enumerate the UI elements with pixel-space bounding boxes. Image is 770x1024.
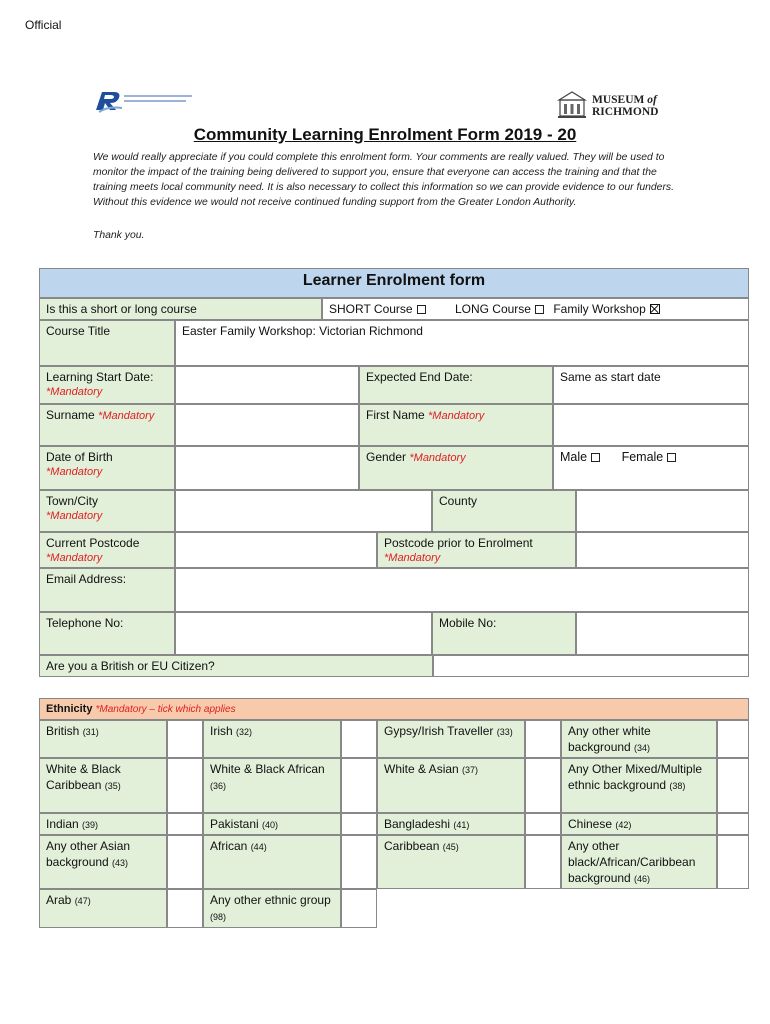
museum-name-of: of [647, 94, 657, 106]
course-title-value[interactable]: Easter Family Workshop: Victorian Richmond [175, 320, 749, 366]
dob-label-cell [39, 446, 175, 490]
ethnicity-option-code: (34) [634, 743, 651, 753]
ethnicity-option-label [203, 835, 341, 889]
ethnicity-tick-box[interactable] [167, 889, 203, 928]
ethnicity-option-code: (41) [453, 820, 470, 830]
ethnicity-tick-box[interactable] [717, 720, 749, 758]
dob-label: Date of Birth [46, 450, 113, 464]
surname-label-cell [39, 404, 175, 446]
ethnicity-option-label [203, 889, 341, 928]
mobile-field[interactable] [576, 612, 749, 655]
mandatory-note: *Mandatory [46, 386, 103, 398]
telephone-label: Telephone No: [39, 612, 175, 655]
ethnicity-option-code: (98) [210, 912, 227, 922]
ethnicity-option-label [561, 835, 717, 889]
ethnicity-option-code: (40) [262, 820, 279, 830]
ethnicity-option-text: Any other black/African/Caribbean background [568, 839, 696, 885]
ethnicity-option-label [561, 720, 717, 758]
ethnicity-tick-box[interactable] [717, 758, 749, 813]
first-name-label-cell [359, 404, 553, 446]
thank-you-text: Thank you. [93, 230, 145, 241]
ethnicity-option-text: Arab [46, 893, 75, 907]
mandatory-note: *Mandatory [428, 410, 485, 422]
short-course-option[interactable]: SHORT Course [329, 302, 426, 316]
gender-label: Gender [366, 450, 407, 464]
ethnicity-option-code: (35) [104, 781, 121, 791]
mandatory-note: *Mandatory [46, 466, 103, 478]
long-course-checkbox[interactable] [535, 305, 544, 314]
official-marking: Official [25, 18, 62, 32]
start-date-field[interactable] [175, 366, 359, 404]
ethnicity-option-code: (38) [669, 781, 686, 791]
mandatory-note: *Mandatory [46, 510, 103, 522]
first-name-field[interactable] [553, 404, 749, 446]
mandatory-note: *Mandatory [98, 410, 155, 422]
town-field[interactable] [175, 490, 432, 532]
town-label-cell [39, 490, 175, 532]
surname-label: Surname [46, 408, 95, 422]
start-date-label: Learning Start Date: [46, 370, 154, 384]
family-workshop-checkbox-checked[interactable] [650, 304, 660, 314]
town-label: Town/City [46, 494, 99, 508]
ethnicity-tick-box[interactable] [167, 758, 203, 813]
ethnicity-option-text: Any other ethnic group [210, 893, 331, 907]
ethnicity-option-label [39, 835, 167, 889]
museum-name-line1: MUSEUM [592, 94, 645, 106]
mandatory-note: *Mandatory [46, 552, 103, 564]
ethnicity-tick-box[interactable] [167, 813, 203, 835]
email-field[interactable] [175, 568, 749, 612]
ethnicity-option-text: White & Black Caribbean [46, 762, 121, 792]
ethnicity-heading [39, 698, 749, 720]
page-title: Community Learning Enrolment Form 2019 - 20 [193, 125, 577, 144]
ethnicity-option-label [203, 813, 341, 835]
richmond-council-logo [94, 88, 194, 114]
ethnicity-option-code: (33) [496, 727, 513, 737]
course-title-label: Course Title [39, 320, 175, 366]
prior-postcode-field[interactable] [576, 532, 749, 568]
ethnicity-option-code: (43) [112, 858, 129, 868]
ethnicity-option-label [377, 813, 525, 835]
citizen-field[interactable] [433, 655, 749, 677]
ethnicity-option-code: (32) [236, 727, 253, 737]
ethnicity-option-text: White & Black African [210, 762, 325, 776]
ethnicity-option-text: White & Asian [384, 762, 463, 776]
start-date-label-cell [39, 366, 175, 404]
ethnicity-title: Ethnicity [46, 703, 93, 715]
county-field[interactable] [576, 490, 749, 532]
postcode-label: Current Postcode [46, 536, 140, 550]
ethnicity-tick-box[interactable] [717, 835, 749, 889]
ethnicity-tick-box[interactable] [341, 720, 377, 758]
course-type-options [322, 298, 749, 320]
ethnicity-option-label [39, 889, 167, 928]
ethnicity-option-text: Caribbean [384, 839, 443, 853]
ethnicity-option-text: Pakistani [210, 817, 263, 831]
mandatory-note: *Mandatory [384, 552, 441, 564]
ethnicity-option-text: Irish [210, 724, 237, 738]
ethnicity-option-label [203, 720, 341, 758]
ethnicity-option-label [561, 813, 717, 835]
surname-field[interactable] [175, 404, 359, 446]
end-date-value[interactable]: Same as start date [553, 366, 749, 404]
museum-name-line2: RICHMOND [592, 106, 659, 118]
ethnicity-tick-box[interactable] [341, 813, 377, 835]
dob-field[interactable] [175, 446, 359, 490]
ethnicity-tick-box[interactable] [525, 758, 561, 813]
gender-female-option[interactable]: Female [622, 450, 677, 464]
ethnicity-option-label [561, 758, 717, 813]
gender-label-cell [359, 446, 553, 490]
end-date-label: Expected End Date: [359, 366, 553, 404]
ethnicity-option-label [203, 758, 341, 813]
ethnicity-tick-box[interactable] [525, 720, 561, 758]
ethnicity-tick-box[interactable] [341, 758, 377, 813]
telephone-field[interactable] [175, 612, 432, 655]
ethnicity-option-label [39, 720, 167, 758]
short-course-checkbox[interactable] [417, 305, 426, 314]
ethnicity-tick-box[interactable] [167, 720, 203, 758]
ethnicity-option-text: Any Other Mixed/Multiple ethnic background [568, 762, 703, 792]
ethnicity-option-text: Bangladeshi [384, 817, 454, 831]
postcode-label-cell [39, 532, 175, 568]
family-workshop-option[interactable]: Family Workshop [553, 302, 659, 316]
ethnicity-option-text: Gypsy/Irish Traveller [384, 724, 497, 738]
ethnicity-option-text: Chinese [568, 817, 616, 831]
ethnicity-tick-box[interactable] [525, 835, 561, 889]
gender-male-option[interactable]: Male [560, 450, 600, 464]
ethnicity-option-code: (39) [82, 820, 99, 830]
prior-postcode-label: Postcode prior to Enrolment [384, 536, 533, 550]
citizen-question: Are you a British or EU Citizen? [39, 655, 433, 677]
ethnicity-tick-box[interactable] [341, 835, 377, 889]
ethnicity-tick-box[interactable] [717, 813, 749, 835]
museum-of-richmond-logo [556, 90, 666, 122]
ethnicity-option-text: Any other Asian background [46, 839, 131, 869]
email-label: Email Address: [39, 568, 175, 612]
ethnicity-option-text: Indian [46, 817, 83, 831]
first-name-label: First Name [366, 408, 425, 422]
mobile-label: Mobile No: [432, 612, 576, 655]
mandatory-note: *Mandatory [409, 452, 466, 464]
county-label: County [432, 490, 576, 532]
ethnicity-option-code: (31) [82, 727, 99, 737]
ethnicity-note: *Mandatory – tick which applies [95, 704, 236, 715]
intro-paragraph: We would really appreciate if you could complete this enrolment form. Your comments are really valued. They will be used to monitor the impact of the training being delivered to support you, ensure that everyone can access the training and that the training meets local community need. It is also necessary to collect this information so we can provide evidence to our funders. Without this evidence we would not receive continued funding support from the Greater London Authority. [93, 152, 675, 208]
ethnicity-tick-box[interactable] [525, 813, 561, 835]
ethnicity-option-text: British [46, 724, 83, 738]
ethnicity-option-code: (46) [634, 874, 651, 884]
ethnicity-option-code: (44) [250, 842, 267, 852]
postcode-field[interactable] [175, 532, 377, 568]
ethnicity-option-text: Any other white background [568, 724, 651, 754]
ethnicity-option-label [377, 720, 525, 758]
ethnicity-option-label [39, 813, 167, 835]
ethnicity-option-code: (37) [462, 765, 479, 775]
male-checkbox[interactable] [591, 453, 600, 462]
female-checkbox[interactable] [667, 453, 676, 462]
ethnicity-option-label [377, 758, 525, 813]
ethnicity-option-text: African [210, 839, 251, 853]
learner-enrolment-heading: Learner Enrolment form [39, 268, 749, 298]
ethnicity-option-label [377, 835, 525, 889]
gender-options [553, 446, 749, 490]
prior-postcode-label-cell [377, 532, 576, 568]
ethnicity-option-label [39, 758, 167, 813]
course-type-question: Is this a short or long course [39, 298, 322, 320]
ethnicity-option-code: (47) [74, 896, 91, 906]
ethnicity-option-code: (36) [210, 781, 227, 791]
museum-building-icon [556, 90, 588, 120]
ethnicity-option-code: (45) [442, 842, 459, 852]
long-course-option[interactable]: LONG Course [455, 302, 544, 316]
ethnicity-tick-box[interactable] [341, 889, 377, 928]
ethnicity-tick-box[interactable] [167, 835, 203, 889]
ethnicity-option-code: (42) [615, 820, 632, 830]
